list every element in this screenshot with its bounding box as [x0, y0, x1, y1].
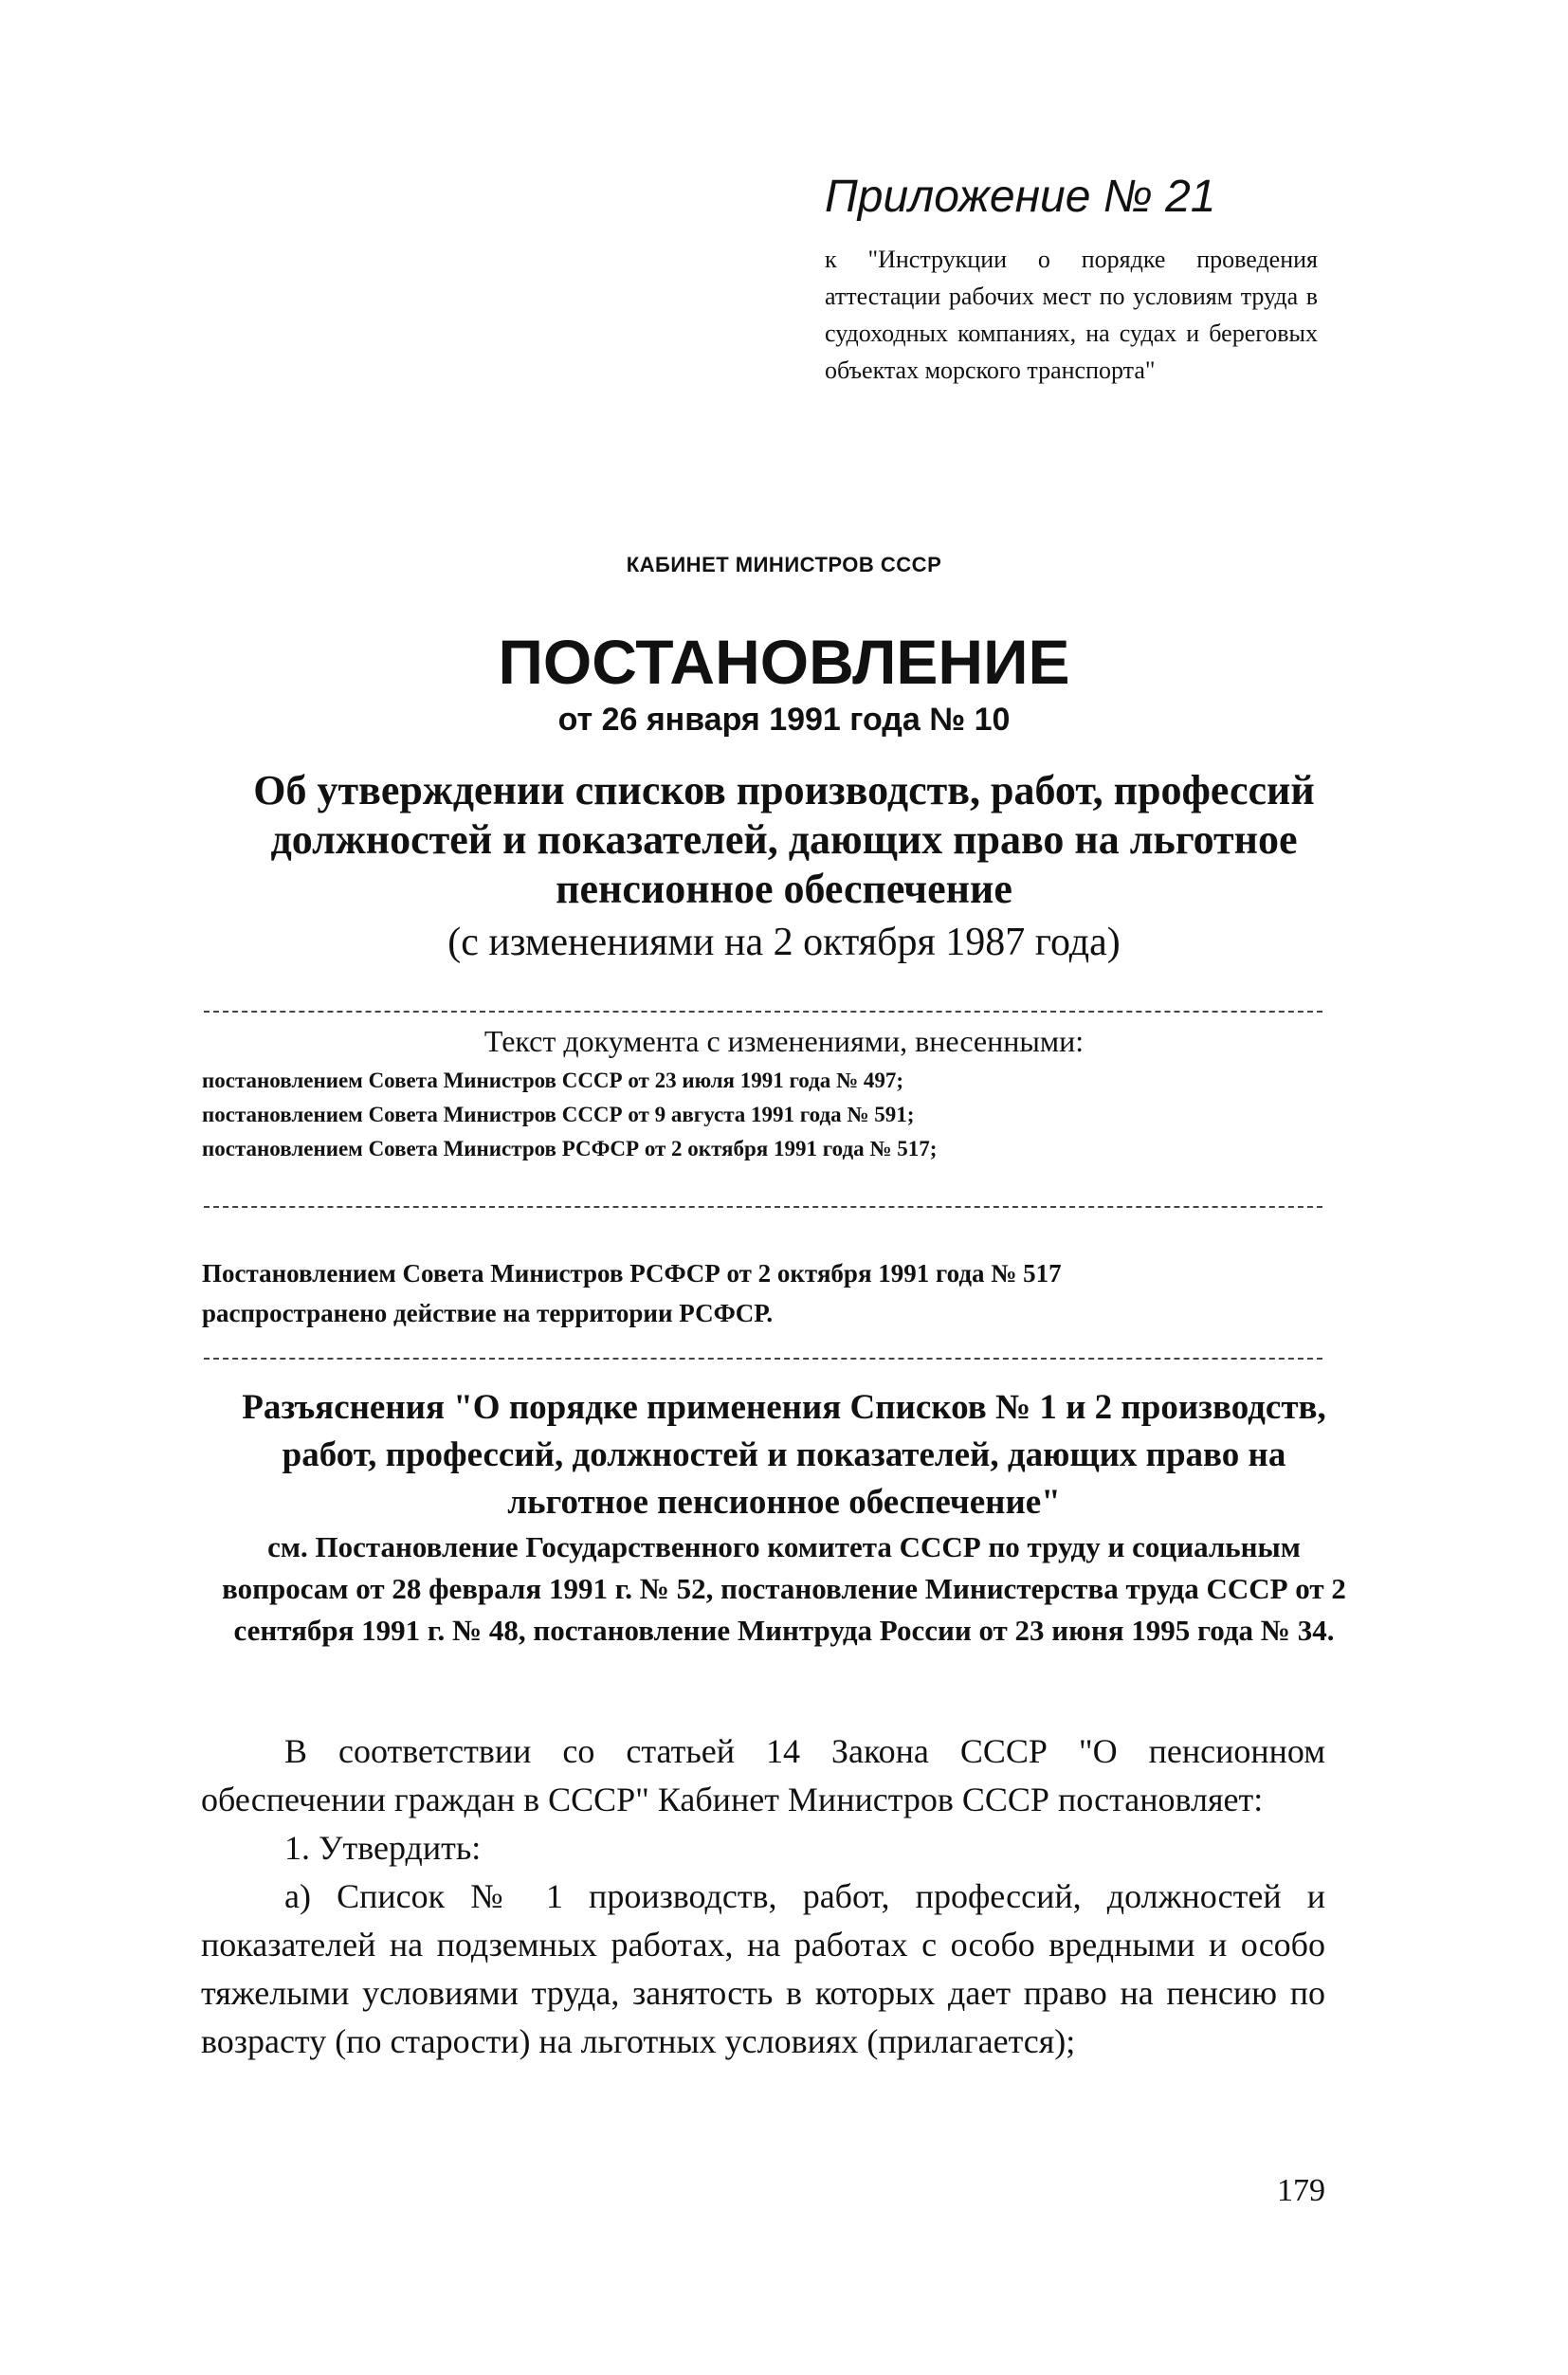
amendment-item: постановлением Совета Министров РСФСР от 2 октября 1991 года № 517;: [202, 1137, 938, 1160]
page-number: 179: [1277, 2173, 1325, 2208]
divider: [204, 1011, 1322, 1013]
divider: [204, 1358, 1322, 1360]
document-type-title: ПОСТАНОВЛЕНИЕ: [498, 627, 1070, 697]
clarification-title: Разъяснения "О порядке применения Списков № 1 и 2 производств, работ, профессий, должностей и показателей, дающих право на льготное пенсионное обеспечение": [242, 1388, 1326, 1522]
clause-1a: а) Список № 1 производств, работ, профессий, должностей и показателей на подземных работах, на работах с особо вредными и особо тяжелыми условиями труда, занятость в которых дает право на пенсию по возрасту (по старости) на льготных условиях (прилагается);: [201, 1877, 1325, 2060]
preamble-paragraph: В соответствии со статьей 14 Закона СССР "О пенсионном обеспечении граждан в СССР" Кабинет Министров СССР постановляет:: [201, 1732, 1325, 1818]
issuer: КАБИНЕТ МИНИСТРОВ СССР: [626, 553, 942, 576]
amendment-date-note: (с изменениями на 2 октября 1987 года): [447, 921, 1121, 964]
territorial-extension-note: [202, 1253, 1340, 1333]
extension-line: Постановлением Совета Министров РСФСР от 2 октября 1991 года № 517: [202, 1259, 1062, 1288]
clause-1: 1. Утвердить:: [284, 1829, 482, 1867]
amendment-item: постановлением Совета Министров СССР от 9 августа 1991 года № 591;: [202, 1103, 915, 1126]
appendix-title: Приложение № 21: [825, 172, 1216, 222]
amendments-heading: Текст документа с изменениями, внесенными:: [483, 1024, 1085, 1058]
clarification-reference: см. Постановление Государственного комитета СССР по труду и социальным вопросам от 28 февраля 1991 г. № 52, постановление Министерства труда СССР от 2 сентября 1991 г. № 48, постановление Минтруда России от 23 июня 1995 года № 34.: [222, 1530, 1346, 1647]
divider: [204, 1206, 1322, 1208]
appendix-description: к "Инструкции о порядке проведения аттестации рабочих мест по условиям труда в судоходных компаниях, на судах и береговых объектах морского транспорта": [825, 246, 1318, 384]
decree-body: [201, 1727, 1325, 2066]
extension-line: распространено действие на территории РСФСР.: [202, 1299, 774, 1327]
amendment-item: постановлением Совета Министров СССР от 23 июля 1991 года № 497;: [202, 1069, 904, 1092]
clarification-block: [218, 1384, 1350, 1652]
decree-subject: Об утверждении списков производств, работ, профессий должностей и показателей, дающих право на льготное пенсионное обеспечение: [253, 767, 1315, 912]
decree-date-number: от 26 января 1991 года № 10: [557, 702, 1011, 738]
amendments-list: [202, 1064, 1340, 1166]
appendix-block: [825, 171, 1318, 389]
